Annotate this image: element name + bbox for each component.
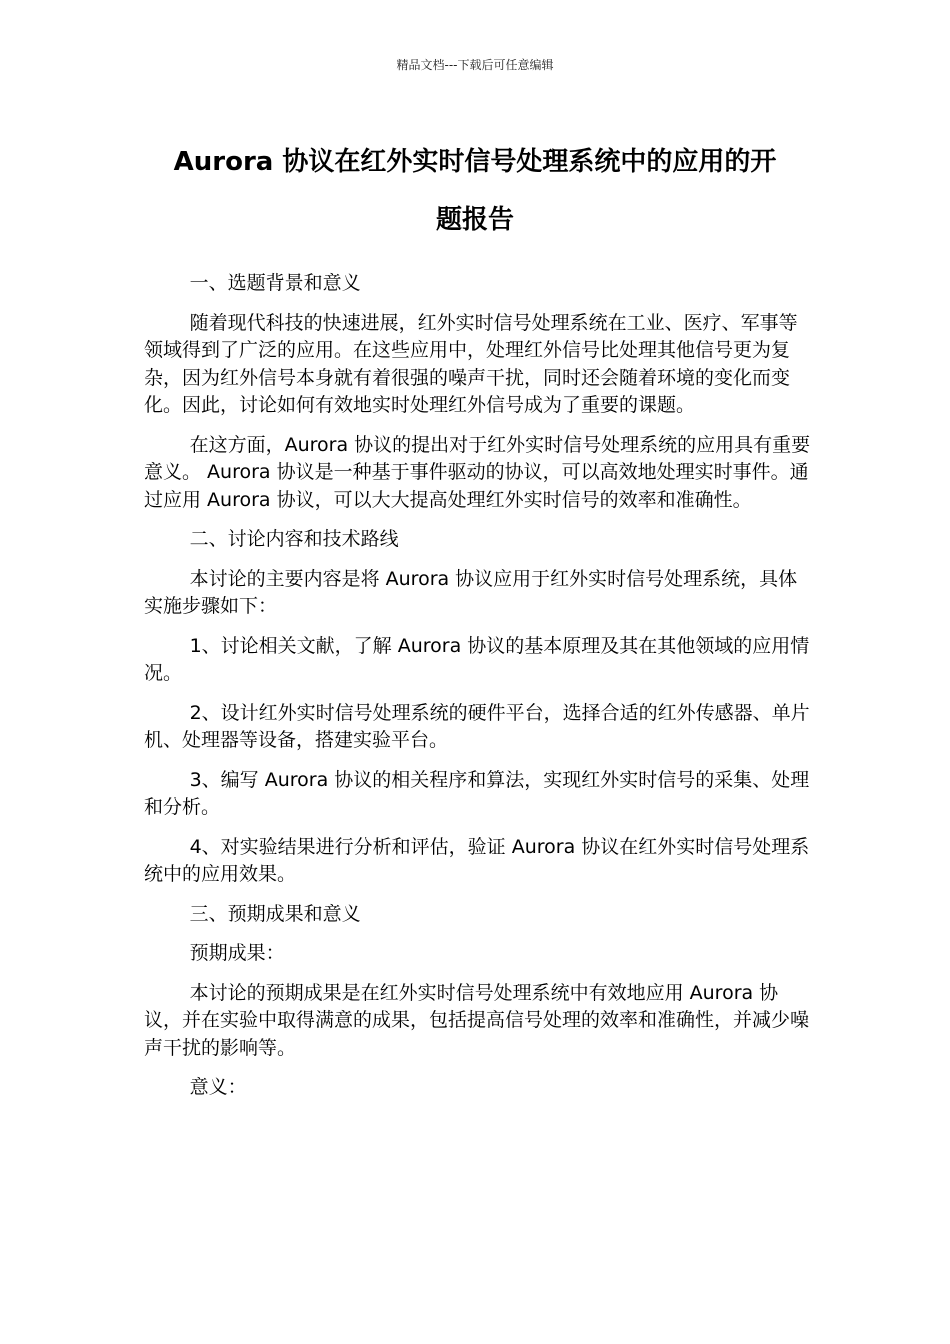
paragraph-background: 随着现代科技的快速进展，红外实时信号处理系统在工业、医疗、军事等领域得到了广泛的应用。在这些应用中，处理红外信号比处理其他信号更为复杂，因为红外信号本身就有着很强的噪声干扰，同时还会随着环境的变化而变化。因此，讨论如何有效地实时处理红外信号成为了重要的课题。 <box>144 311 798 416</box>
label-expected-results: 预期成果： <box>189 942 285 964</box>
document-title <box>120 133 830 249</box>
list-item-step-2: 2、设计红外实时信号处理系统的硬件平台，选择合适的红外传感器、单片机、处理器等设备，搭建实验平台。 <box>144 701 810 751</box>
paragraph-aurora-significance: 在这方面，Aurora 协议的提出对于红外实时信号处理系统的应用具有重要意义。 Aurora 协议是一种基于事件驱动的协议，可以高效地处理实时事件。通过应用 Aurora 协议，可以大大提高处理红外实时信号的效率和准确性。 <box>144 433 811 511</box>
label-significance: 意义： <box>189 1076 247 1098</box>
section-heading-outcomes: 三、预期成果和意义 <box>189 902 361 925</box>
list-item-step-4: 4、对实验结果进行分析和评估，验证 Aurora 协议在红外实时信号处理系统中的应用效果。 <box>144 835 810 885</box>
section-heading-background: 一、选题背景和意义 <box>189 272 361 294</box>
paragraph-research-intro: 本讨论的主要内容是将 Aurora 协议应用于红外实时信号处理系统，具体实施步骤如下： <box>144 567 798 617</box>
paragraph-expected-results: 本讨论的预期成果是在红外实时信号处理系统中有效地应用 Aurora 协议，并在实验中取得满意的成果，包括提高信号处理的效率和准确性，并减少噪声干扰的影响等。 <box>144 981 810 1059</box>
title-line-1: Aurora 协议在红外实时信号处理系统中的应用的开 <box>173 147 777 177</box>
title-line-2: 题报告 <box>435 205 514 235</box>
section-heading-research: 二、讨论内容和技术路线 <box>189 528 399 550</box>
header-note: 精品文档---下载后可任意编辑 <box>396 58 554 72</box>
document-body <box>144 270 816 1114</box>
list-item-step-3: 3、编写 Aurora 协议的相关程序和算法，实现红外实时信号的采集、处理和分析。 <box>144 768 810 818</box>
list-item-step-1: 1、讨论相关文献，了解 Aurora 协议的基本原理及其在其他领域的应用情况。 <box>144 634 810 684</box>
